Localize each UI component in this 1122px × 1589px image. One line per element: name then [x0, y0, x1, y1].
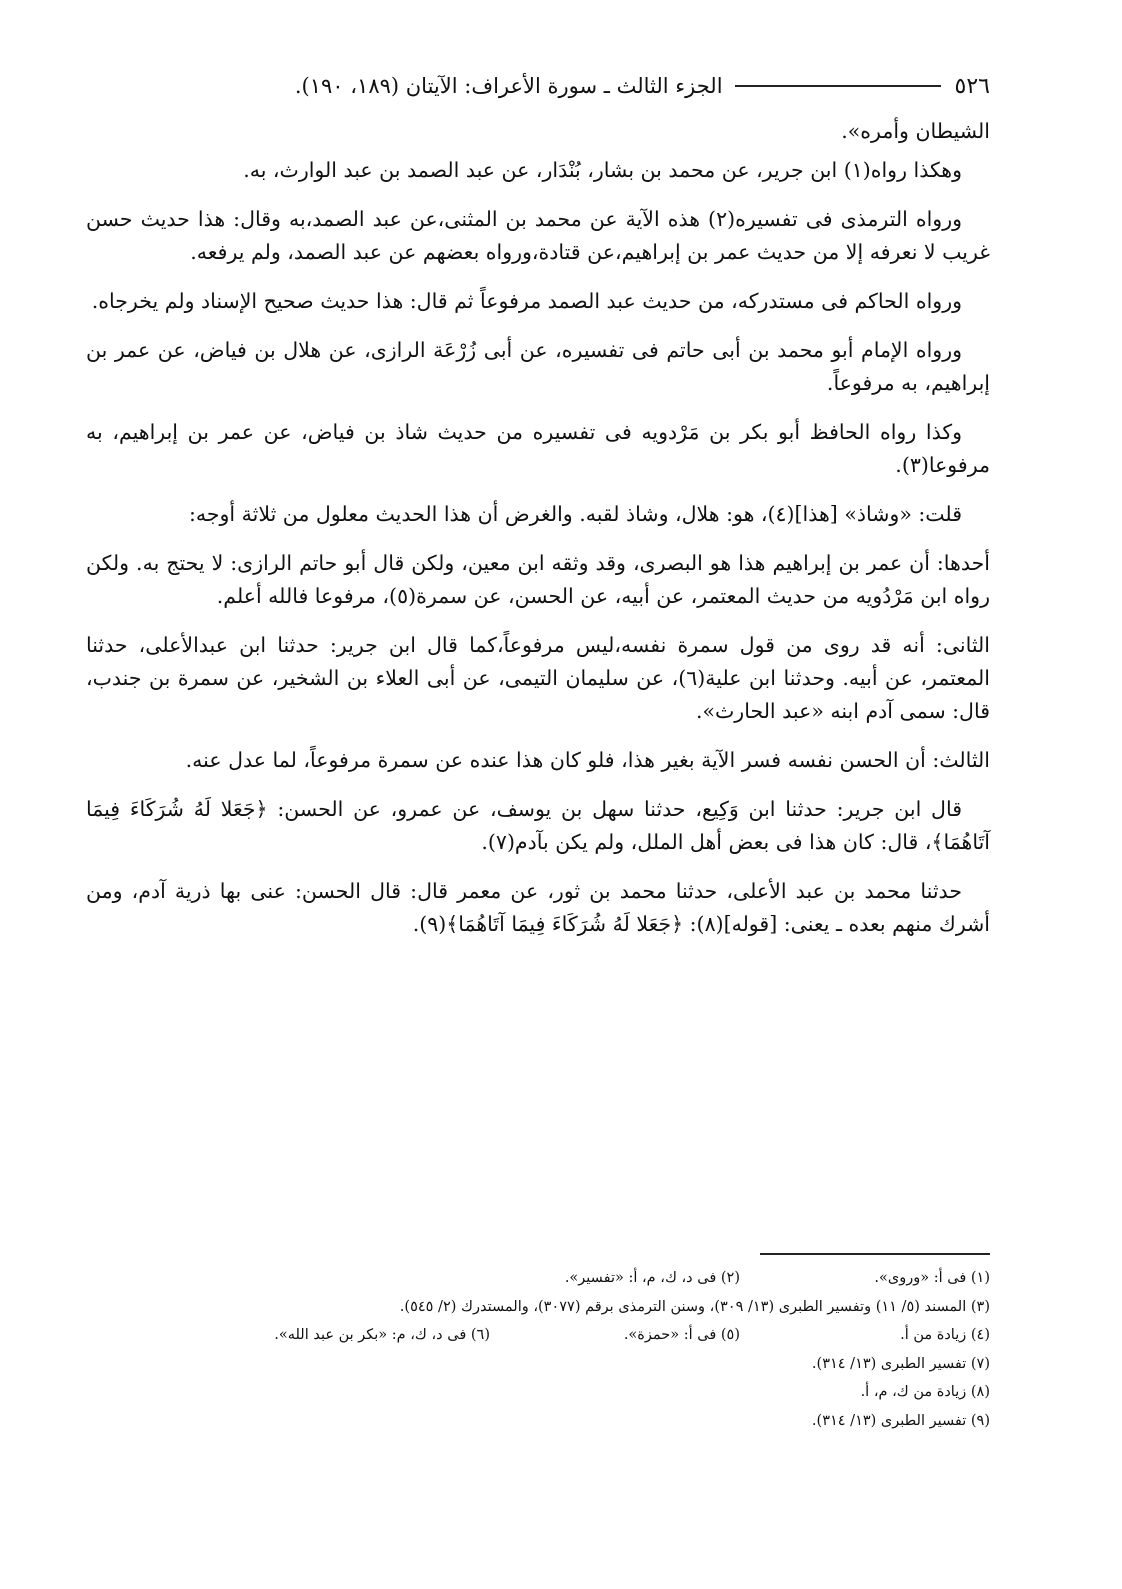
- footnote: (٦) فى د، ك، م: «بكر بن عبد الله».: [274, 1327, 490, 1343]
- footnote: (٢) فى د، ك، م، أ: «تفسير».: [564, 1270, 740, 1286]
- footnote-row: [86, 1378, 990, 1407]
- paragraph: وكذا رواه الحافظ أبو بكر بن مَرْدويه فى تفسيره من حديث شاذ بن فياض، عن عمر بن إبراهيم، به مرفوعا(٣).: [86, 420, 990, 477]
- paragraph: قال ابن جرير: حدثنا ابن وَكِيع، حدثنا سهل بن يوسف، عن عمرو، عن الحسن: ﴿جَعَلا لَهُ شُرَكَاءَ فِيمَا آتَاهُمَا﴾، قال: كان هذا فى بعض أهل الملل، ولم يكن بآدم(٧).: [86, 797, 990, 854]
- footnote-rule: [760, 1253, 990, 1255]
- paragraph: أحدها: أن عمر بن إبراهيم هذا هو البصرى، وقد وثقه ابن معين، ولكن قال أبو حاتم الرازى: لا يحتج به. ولكن رواه ابن مَرْدُويه من حديث المعتمر، عن أبيه، عن الحسن، عن سمرة(٥)، مرفوعا فالله أعلم.: [86, 551, 990, 608]
- paragraph: الشيطان وأمره».: [841, 119, 990, 143]
- footnote: (٤) زيادة من أ.: [900, 1327, 990, 1343]
- footnote-row: [86, 1321, 990, 1350]
- paragraph: ورواه الإمام أبو محمد بن أبى حاتم فى تفسيره، عن أبى زُرْعَة الرازى، عن هلال بن فياض، عن عمر بن إبراهيم، به مرفوعاً.: [86, 338, 990, 395]
- footnotes: [86, 1264, 990, 1435]
- footnote-row: [86, 1293, 990, 1322]
- footnote: (٨) زيادة من ك، م، أ.: [860, 1384, 990, 1400]
- paragraph: قلت: «وشاذ» [هذا](٤)، هو: هلال، وشاذ لقبه. والغرض أن هذا الحديث معلول من ثلاثة أوجه:: [188, 502, 962, 526]
- footnote-row: [86, 1407, 990, 1436]
- footnote: (٧) تفسير الطبرى (١٣/ ٣١٤).: [811, 1355, 990, 1372]
- header-rule: [735, 85, 941, 87]
- main-text: [86, 115, 990, 957]
- footnote: (٩) تفسير الطبرى (١٣/ ٣١٤).: [811, 1412, 990, 1429]
- paragraph: حدثنا محمد بن عبد الأعلى، حدثنا محمد بن ثور، عن معمر قال: قال الحسن: عنى بها ذرية آدم، ومن أشرك منهم بعده ـ يعنى: [قوله](٨): ﴿جَعَلا لَهُ شُرَكَاءَ فِيمَا آتَاهُمَا﴾(٩).: [86, 879, 990, 936]
- footnote: (١) فى أ: «وروى».: [874, 1270, 990, 1286]
- paragraph: ورواه الترمذى فى تفسيره(٢) هذه الآية عن محمد بن المثنى،عن عبد الصمد،به وقال: هذا حديث حسن غريب لا نعرفه إلا من حديث عمر بن إبراهيم،عن قتادة،ورواه بعضهم عن عبد الصمد، ولم يرفعه.: [86, 207, 990, 264]
- paragraph: الثانى: أنه قد روى من قول سمرة نفسه،ليس مرفوعاً،كما قال ابن جرير: حدثنا ابن عبدالأعلى، حدثنا المعتمر، عن أبيه. وحدثنا ابن علية(٦)، عن سليمان التيمى، عن أبى العلاء بن الشخير، عن سمرة بن جندب، قال: سمى آدم ابنه «عبد الحارث».: [86, 633, 990, 723]
- page-header: [86, 66, 990, 106]
- footnote: (٥) فى أ: «حمزة».: [623, 1327, 740, 1343]
- page-number: ٥٢٦: [954, 73, 990, 99]
- paragraph: الثالث: أن الحسن نفسه فسر الآية بغير هذا، فلو كان هذا عنده عن سمرة مرفوعاً، لما عدل عنه.: [185, 748, 990, 772]
- footnote: (٣) المسند (٥/ ١١) وتفسير الطبرى (١٣/ ٣٠٩)، وسنن الترمذى برقم (٣٠٧٧)، والمستدرك (٢/ ٥٤٥).: [399, 1298, 990, 1315]
- footnote-row: [86, 1350, 990, 1379]
- paragraph: وهكذا رواه(١) ابن جرير، عن محمد بن بشار، بُنْدَار، عن عبد الصمد بن عبد الوارث، به.: [243, 158, 962, 182]
- running-title: الجزء الثالث ـ سورة الأعراف: الآيتان (١٨٩، ١٩٠).: [294, 74, 723, 98]
- paragraph: ورواه الحاكم فى مستدركه، من حديث عبد الصمد مرفوعاً ثم قال: هذا حديث صحيح الإسناد ولم يخرجاه.: [91, 289, 962, 313]
- footnote-row: [86, 1264, 990, 1293]
